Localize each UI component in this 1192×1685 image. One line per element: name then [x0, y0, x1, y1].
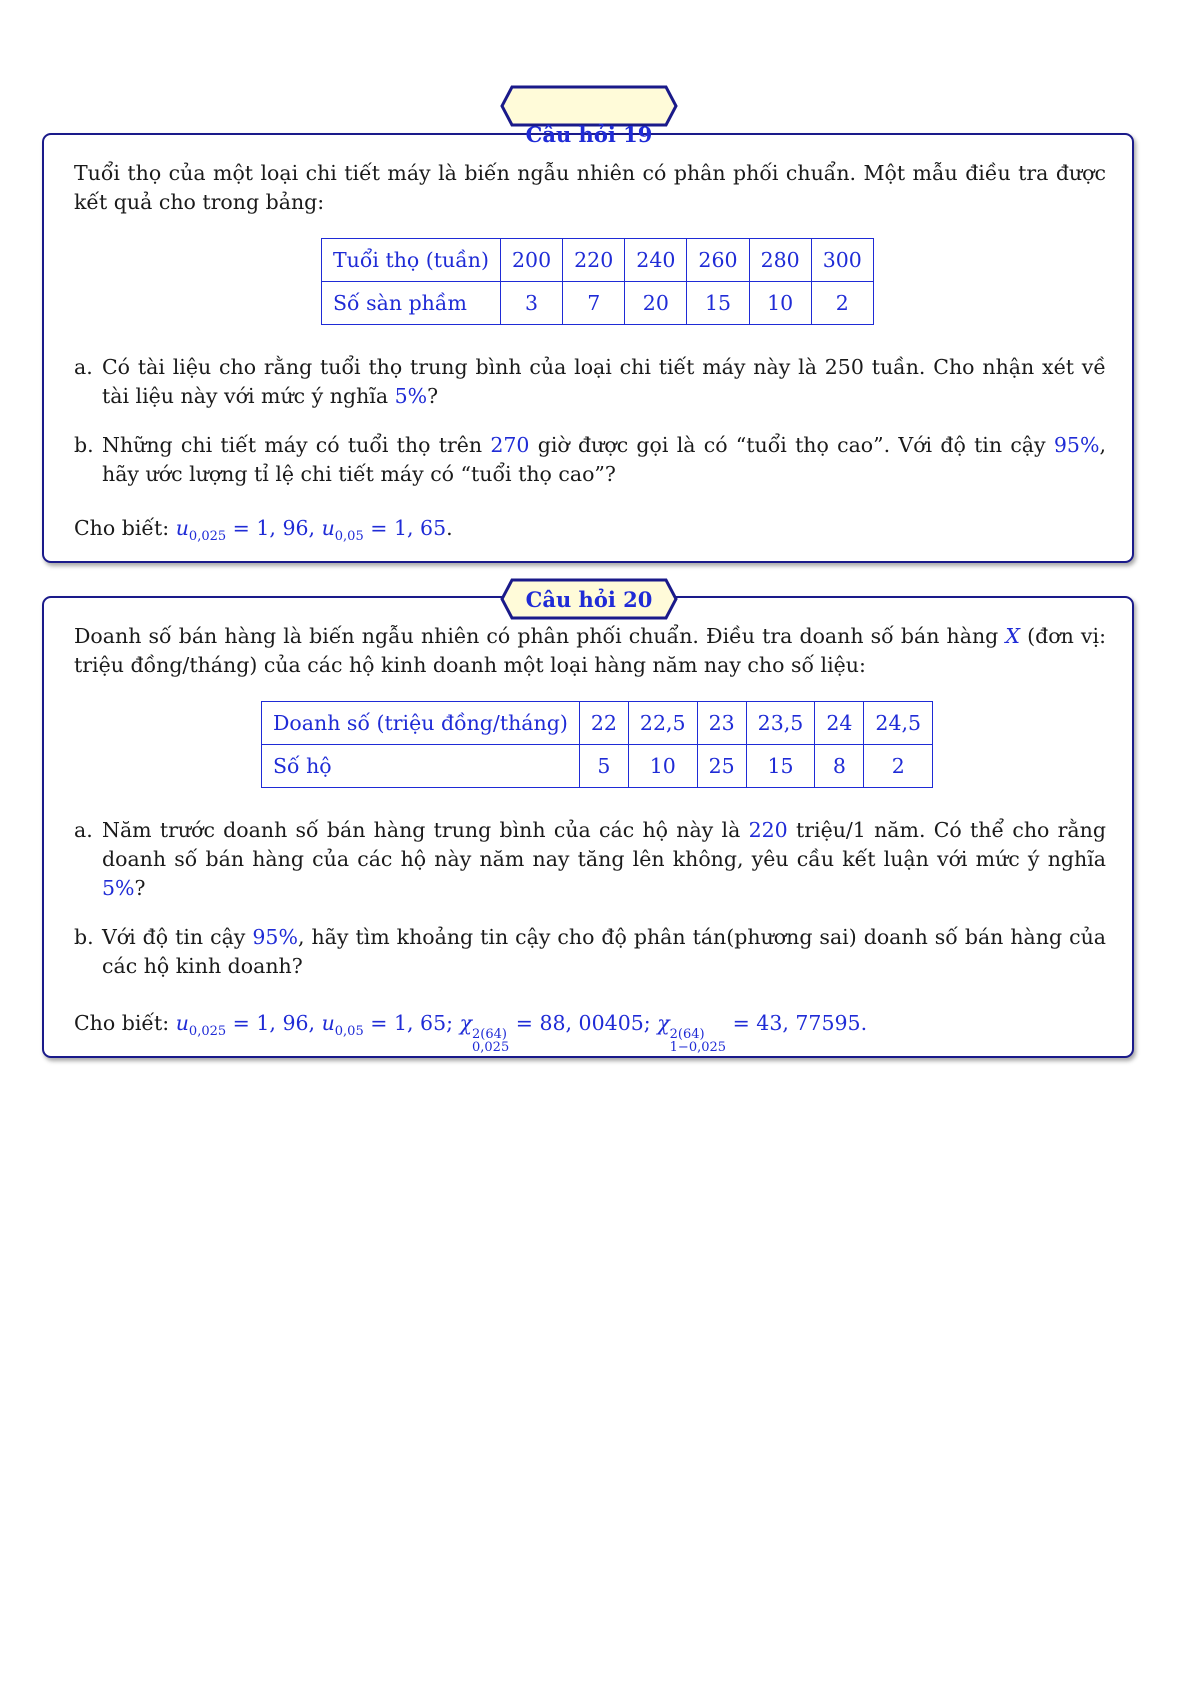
- table-cell: 22,5: [628, 702, 697, 745]
- table-cell: Số hộ: [262, 745, 580, 788]
- chi-scripts: [472, 1028, 509, 1054]
- superscript: 2(64): [669, 1027, 705, 1042]
- table-cell: 3: [501, 282, 563, 325]
- q19-b-pct: 95%: [1053, 433, 1100, 457]
- given-label: Cho biết:: [74, 1011, 170, 1035]
- table-row: [262, 745, 933, 788]
- table-row: [322, 239, 874, 282]
- subscript: 1−0,025: [669, 1040, 727, 1055]
- q20-a-pct: 5%: [102, 876, 135, 900]
- q19-intro: Tuổi thọ của một loại chi tiết máy là biến ngẫu nhiên có phân phối chuẩn. Một mẫu điều tra được kết quả cho trong bảng:: [74, 161, 1106, 214]
- q19-part-b: [74, 431, 1106, 489]
- given-value: = 1, 65: [370, 516, 447, 540]
- q20-intro: [74, 622, 1106, 680]
- q19-b-num: 270: [490, 433, 530, 457]
- given-value: = 1, 65;: [370, 1011, 454, 1035]
- q19-given: Cho biết: $u_{0,025} = 1$, 96, $u_{0,05} = 1$, 65.: [74, 516, 453, 545]
- table-cell: 23,5: [746, 702, 815, 745]
- table-cell: 280: [749, 239, 811, 282]
- question-20-box: [42, 596, 1134, 1058]
- table-cell: 2: [864, 745, 933, 788]
- q20-b-pct: 95%: [252, 925, 298, 949]
- table-cell: 7: [563, 282, 625, 325]
- table-cell: 260: [687, 239, 749, 282]
- q19-title-badge: [500, 85, 678, 127]
- q20-part-b: [74, 923, 1106, 981]
- table-cell: 20: [625, 282, 687, 325]
- q20-b-text2: , hãy tìm khoảng tin cậy cho độ phân tán(phương sai) doanh số bán hàng của các hộ kinh doanh?: [102, 925, 1106, 978]
- table-cell: 10: [749, 282, 811, 325]
- table-cell: 5: [579, 745, 628, 788]
- table-cell: 24,5: [864, 702, 933, 745]
- table-cell: 23: [697, 702, 746, 745]
- given-value: = 1, 96,: [232, 516, 316, 540]
- item-label: a.: [74, 355, 93, 379]
- q19-part-a: [74, 353, 1106, 411]
- given-value: = 88, 00405;: [515, 1011, 651, 1035]
- item-label: a.: [74, 818, 93, 842]
- subscript: 0,05: [334, 529, 364, 545]
- table-cell: 220: [563, 239, 625, 282]
- chi-scripts: [670, 1028, 726, 1054]
- superscript: 2(64): [472, 1027, 507, 1042]
- q19-title: Câu hỏi 19: [525, 122, 653, 147]
- table-cell: 10: [628, 745, 697, 788]
- given-value: = 43, 77595: [732, 1011, 861, 1035]
- q20-table: [261, 701, 933, 788]
- table-cell: 300: [811, 239, 873, 282]
- table-cell: 240: [625, 239, 687, 282]
- q19-table: [321, 238, 874, 325]
- q19-a-pct: 5%: [394, 384, 428, 408]
- given-end: .: [860, 1011, 868, 1035]
- question-19-box: [42, 133, 1134, 563]
- subscript: 0,025: [472, 1040, 510, 1055]
- q20-intro-text1: Doanh số bán hàng là biến ngẫu nhiên có phân phối chuẩn. Điều tra doanh số bán hàng: [74, 624, 999, 648]
- table-cell: 15: [746, 745, 815, 788]
- badge-shape: [500, 85, 678, 127]
- table-row: [262, 702, 933, 745]
- subscript: 0,05: [334, 1024, 364, 1040]
- q20-intro-text2: (đơn vị: triệu đồng/tháng) của các hộ kinh doanh một loại hàng năm nay cho số liệu:: [74, 624, 1106, 677]
- subscript: 0,025: [188, 1024, 227, 1040]
- table-cell: Doanh số (triệu đồng/tháng): [262, 702, 580, 745]
- q20-given: Cho biết: $u_{0,025} = 1$, 96, $u_{0,05} = 1$, 65; χ 2(64) 0,025 = 88, 00405; χ 2(64) 1−0,025 = 43, 77595.: [74, 1011, 868, 1055]
- q20-a-num: 220: [748, 818, 788, 842]
- q20-intro-var: X: [1005, 624, 1021, 648]
- table-cell: 2: [811, 282, 873, 325]
- q20-a-text1: Năm trước doanh số bán hàng trung bình của các hộ này là: [102, 818, 741, 842]
- q20-a-text2: triệu/1 năm. Có thể cho rằng doanh số bán hàng của các hộ này năm nay tăng lên không, yêu cầu kết luận với mức ý nghĩa: [102, 818, 1106, 871]
- item-label: b.: [74, 433, 94, 457]
- q20-part-a: [74, 816, 1106, 903]
- subscript: 0,025: [188, 529, 227, 545]
- table-cell: 8: [815, 745, 864, 788]
- table-cell: 15: [687, 282, 749, 325]
- table-row: [322, 282, 874, 325]
- q19-b-text3: , hãy ước lượng tỉ lệ chi tiết máy có “tuổi thọ cao”?: [102, 433, 1106, 486]
- given-value: = 1, 96,: [232, 1011, 316, 1035]
- q19-a-text: Có tài liệu cho rằng tuổi thọ trung bình của loại chi tiết máy này là 250 tuần. Cho nhận xét về tài liệu này với mức ý nghĩa: [102, 355, 1106, 408]
- given-end: .: [446, 516, 453, 540]
- q19-a-end: ?: [427, 384, 439, 408]
- q20-b-text1: Với độ tin cậy: [102, 925, 246, 949]
- q20-a-end: ?: [134, 876, 146, 900]
- table-cell: Số sàn phầm: [322, 282, 501, 325]
- q19-b-text2: giờ được gọi là có “tuổi thọ cao”. Với độ tin cậy: [537, 433, 1046, 457]
- q19-b-text1: Những chi tiết máy có tuổi thọ trên: [102, 433, 483, 457]
- q20-title: Câu hỏi 20: [525, 587, 653, 612]
- table-cell: 22: [579, 702, 628, 745]
- table-cell: Tuổi thọ (tuần): [322, 239, 501, 282]
- table-cell: 24: [815, 702, 864, 745]
- table-cell: 25: [697, 745, 746, 788]
- table-cell: 200: [501, 239, 563, 282]
- item-label: b.: [74, 925, 94, 949]
- given-label: Cho biết:: [74, 516, 170, 540]
